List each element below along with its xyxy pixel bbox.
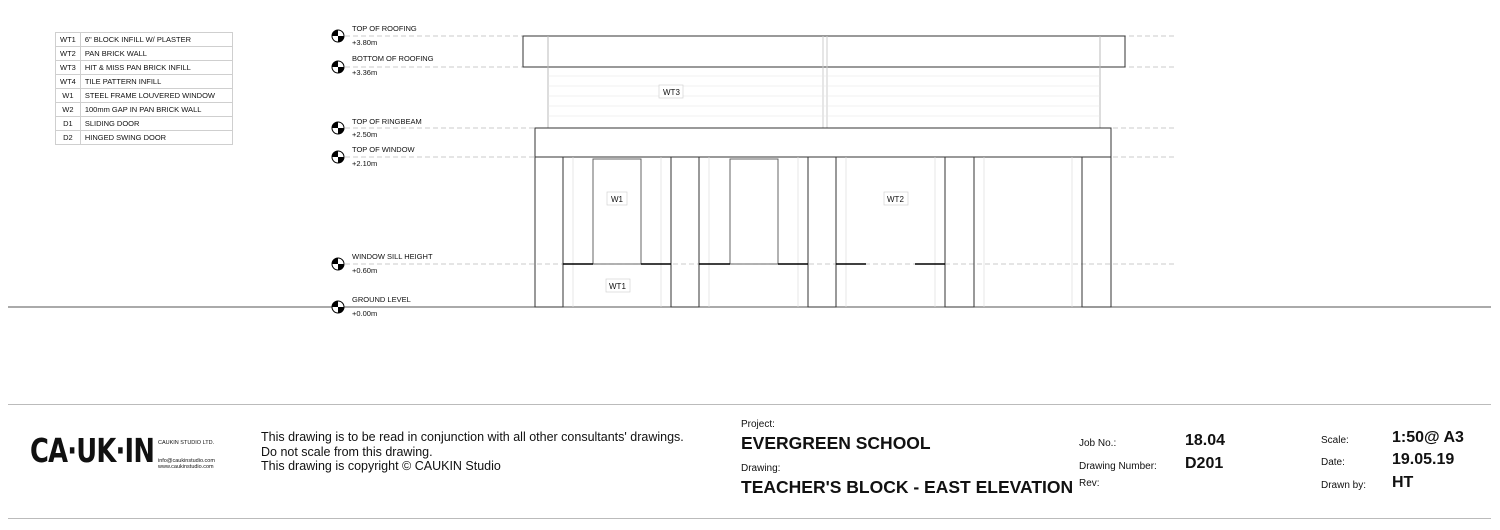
drawing-number-value: D201 <box>1185 455 1224 472</box>
level-name-bottom-roofing: BOTTOM OF ROOFING <box>352 54 434 63</box>
note-line: Do not scale from this drawing. <box>261 444 433 459</box>
windows <box>593 159 778 264</box>
level-marker-icon <box>332 151 344 163</box>
studio-name: CAUKIN STUDIO LTD. <box>158 440 215 446</box>
level-marker-icon <box>332 61 344 73</box>
studio-website: www.caukinstudio.com <box>158 464 214 470</box>
level-value-ground: +0.00m <box>352 309 378 318</box>
note-line: This drawing is to be read in conjunction with all other consultants' drawings. <box>261 430 684 444</box>
level-value-window-sill: +0.60m <box>352 266 378 275</box>
legend-desc: 6" BLOCK INFILL W/ PLASTER <box>80 33 232 47</box>
scale-label: Scale: <box>1321 435 1349 446</box>
level-marker-icon <box>332 122 344 134</box>
date-value: 19.05.19 <box>1392 451 1455 468</box>
roof <box>523 36 1125 128</box>
window <box>730 159 778 264</box>
job-no-value: 18.04 <box>1185 432 1226 449</box>
legend-desc: HINGED SWING DOOR <box>80 131 232 145</box>
level-marker-icon <box>332 30 344 42</box>
drawing-notes <box>261 430 684 474</box>
legend-desc: SLIDING DOOR <box>80 117 232 131</box>
drawing-label: Drawing: <box>741 463 781 474</box>
legend-code: WT4 <box>56 75 81 89</box>
wall-bays <box>573 157 1072 307</box>
scale-value: 1:50@ A3 <box>1392 429 1464 446</box>
level-lines <box>345 36 1175 264</box>
tag-wt2: WT2 <box>887 195 904 204</box>
level-marker-icon <box>332 258 344 270</box>
level-name-ground: GROUND LEVEL <box>352 295 411 304</box>
project-name: EVERGREEN SCHOOL <box>741 433 931 453</box>
tag-w1: W1 <box>611 195 623 204</box>
caukin-logo: CA·UK·IN <box>30 431 155 470</box>
legend-code: D1 <box>56 117 81 131</box>
studio-contact <box>158 458 215 470</box>
drawn-by-label: Drawn by: <box>1321 480 1367 491</box>
drawn-by-value: HT <box>1392 474 1414 491</box>
legend-desc: 100mm GAP IN PAN BRICK WALL <box>80 103 232 117</box>
studio-email: info@caukinstudio.com <box>158 458 215 464</box>
level-name-top-roofing: TOP OF ROOFING <box>352 24 417 33</box>
ringbeam <box>535 128 1111 157</box>
legend-code: D2 <box>56 131 81 145</box>
level-marker-icon <box>332 301 344 313</box>
title-block <box>8 404 1491 519</box>
level-value-top-roofing: +3.80m <box>352 38 378 47</box>
tag-wt1: WT1 <box>609 282 626 291</box>
level-value-bottom-roofing: +3.36m <box>352 68 378 77</box>
legend-code: WT3 <box>56 61 81 75</box>
note-line: This drawing is copyright © CAUKIN Studio <box>261 459 501 473</box>
tag-wt3: WT3 <box>663 88 680 97</box>
legend-desc: PAN BRICK WALL <box>80 47 232 61</box>
legend-code: W1 <box>56 89 81 103</box>
legend-desc: TILE PATTERN INFILL <box>80 75 232 89</box>
level-value-top-window: +2.10m <box>352 159 378 168</box>
legend-code: WT2 <box>56 47 81 61</box>
date-label: Date: <box>1321 457 1345 468</box>
drawing-number-label: Drawing Number: <box>1079 461 1157 472</box>
legend-desc: STEEL FRAME LOUVERED WINDOW <box>80 89 232 103</box>
hit-and-miss-infill <box>548 76 1100 116</box>
level-name-top-ringbeam: TOP OF RINGBEAM <box>352 117 422 126</box>
level-value-top-ringbeam: +2.50m <box>352 130 378 139</box>
legend-desc: HIT & MISS PAN BRICK INFILL <box>80 61 232 75</box>
window-w1 <box>593 159 641 264</box>
drawing-title: TEACHER'S BLOCK - EAST ELEVATION <box>741 477 1074 497</box>
level-name-top-window: TOP OF WINDOW <box>352 145 415 154</box>
legend-code: W2 <box>56 103 81 117</box>
project-label: Project: <box>741 419 775 430</box>
job-no-label: Job No.: <box>1079 438 1117 449</box>
rev-label: Rev: <box>1079 478 1100 489</box>
level-name-window-sill: WINDOW SILL HEIGHT <box>352 252 433 261</box>
legend-code: WT1 <box>56 33 81 47</box>
